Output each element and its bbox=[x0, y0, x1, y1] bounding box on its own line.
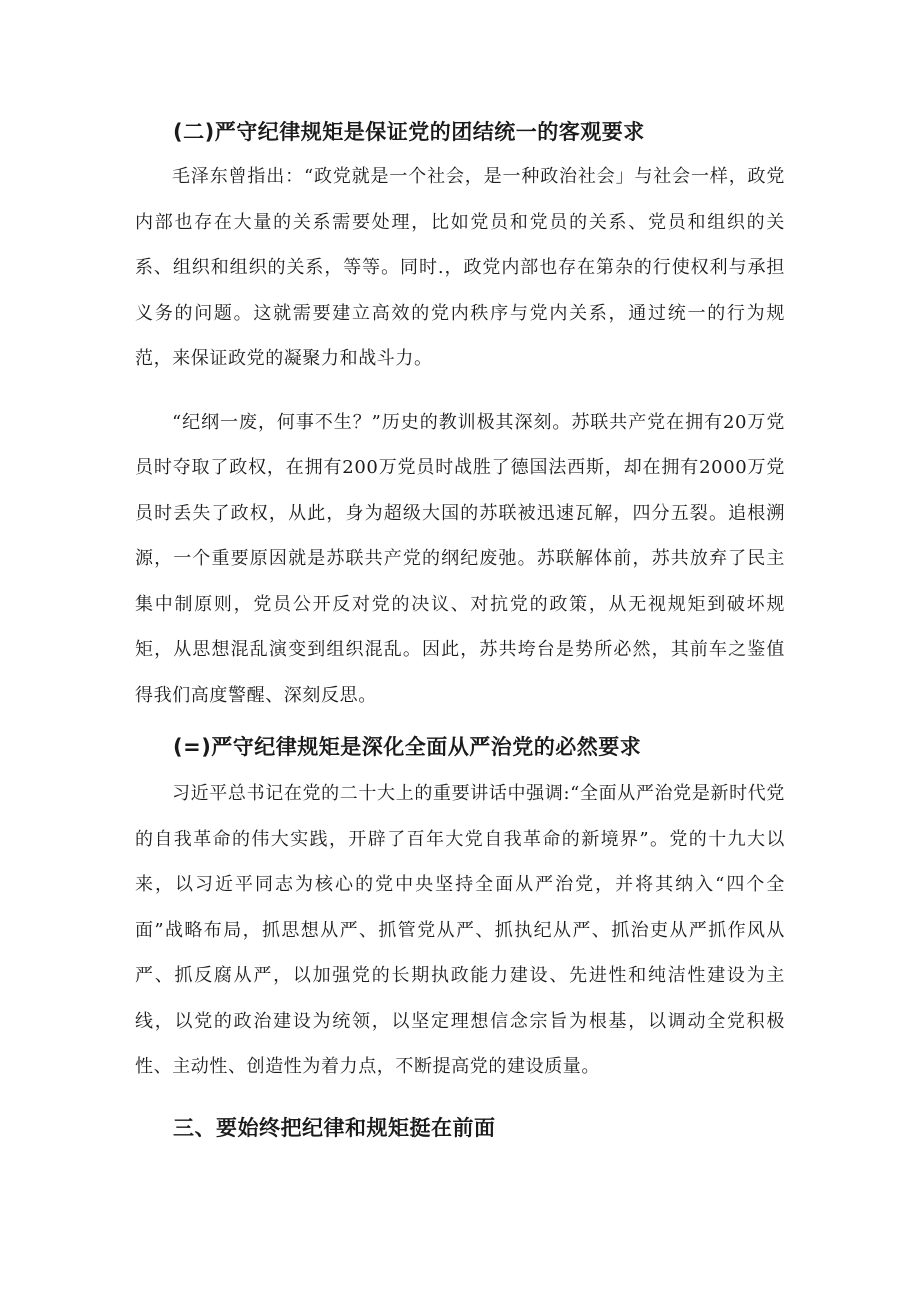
paragraph-strict-governance: 习近平总书记在党的二十大上的重要讲话中强调:“全面从严治党是新时代党的自我革命的伟大实践，开辟了百年大党自我革命的新境界”。党的十九大以来，以习近平同志为核心的党中央坚持全面从严治党，并将其纳入“四个全面”战略布局，抓思想从严、抓管党从严、抓执纪从严、抓治吏从严抓作风从严、抓反腐从严，以加强党的长期执政能力建设、先进性和纯洁性建设为主线，以党的政治建设为统领，以坚定理想信念宗旨为根基，以调动全党积极性、主动性、创造性为着力点，不断提高党的建设质量。 bbox=[135, 783, 785, 1077]
paragraph-mao-quote: 毛泽东曾指出：“政党就是一个社会，是一种政治社会」与社会一样，政党内部也存在大量的关系需要处理，比如党员和党员的关系、党员和组织的关系、组织和组织的关系，等等。同时.，政党内部也存在第杂的行使权利与承担义务的问题。这就需要建立高效的党内秩序与党内关系，通过统一的行为规范，来保证政党的凝聚力和战斗力。 bbox=[135, 166, 785, 369]
chapter-heading-3: 三、要始终把纪律和规矩挺在前面 bbox=[173, 1115, 496, 1140]
document-body bbox=[135, 112, 785, 1148]
paragraph-soviet-lesson: “纪纲一废，何事不生？”历史的教训极其深刻。苏联共产党在拥有20万党员时夺取了政权，在拥有200万党员时战胜了德国法西斯，却在拥有2000万党员时丢失了政权，从此，身为超级大国的苏联被迅速瓦解，四分五裂。追根溯源，一个重要原因就是苏联共产党的纲纪废弛。苏联解体前，苏共放弃了民主集中制原则，党员公开反对党的决议、对抗党的政策，从无视规矩到破坏规矩，从思想混乱演变到组织混乱。因此，苏共垮台是势所必然，其前车之鉴值得我们高度警醒、深刻反思。 bbox=[135, 411, 785, 706]
section-heading-2: (二)严守纪律规矩是保证党的团结统一的客观要求 bbox=[173, 120, 645, 144]
section-heading-3: (=)严守纪律规矩是深化全面从严治党的必然要求 bbox=[173, 735, 642, 759]
